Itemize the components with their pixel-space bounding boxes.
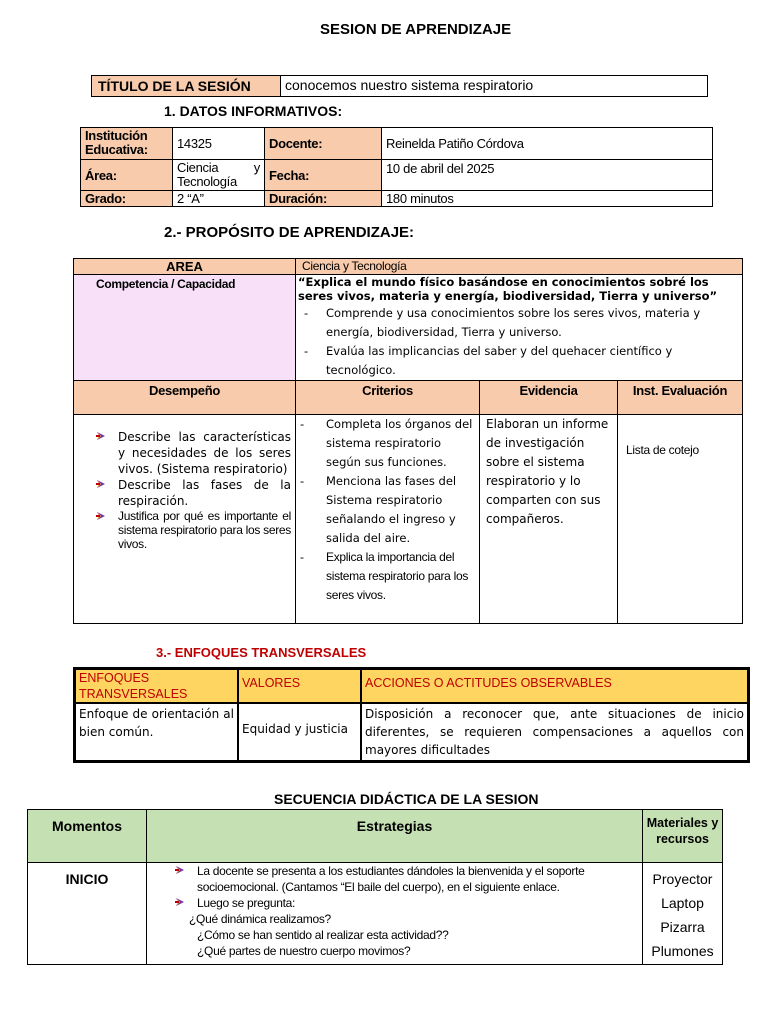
criterio-item: - Completa los órganos del sistema respiratorio según sus funciones.	[300, 417, 473, 469]
col-criterios: Criterios	[296, 381, 480, 415]
enfoques-col1: ENFOQUES TRANSVERSALES	[75, 669, 239, 704]
docente-label: Docente:	[265, 128, 382, 160]
grado-label: Grado:	[81, 191, 173, 207]
material-item: Laptop	[661, 895, 704, 911]
fecha-value: 10 de abril del 2025	[382, 160, 713, 191]
enfoques-heading: 3.- ENFOQUES TRANSVERSALES	[156, 645, 367, 660]
area-value: Ciencia y Tecnología	[173, 160, 265, 191]
criterios-cell	[296, 415, 480, 624]
estrategia-item: Luego se pregunta:	[175, 895, 638, 911]
datos-table	[80, 127, 713, 207]
bullet-arrow-icon	[175, 865, 185, 875]
institucion-label: Institución Educativa:	[81, 128, 173, 160]
material-item: Pizarra	[660, 919, 705, 935]
desempeno-item: Describe las características y necesidades de los seres vivos. (Sistema respiratorio)	[96, 429, 291, 477]
materiales-cell	[643, 863, 723, 965]
evidencia-cell: Elaboran un informe de investigación sobre el sistema respiratorio y lo comparten con sus compañeros.	[480, 415, 618, 624]
capacidad-item: - Comprende y usa conocimientos sobre los seres vivos, materia y energía, biodiversidad, Tierra y universo.	[304, 306, 701, 339]
pregunta-2: ¿Cómo se han sentido al realizar esta actividad??	[197, 928, 449, 942]
competencia-text: “Explica el mundo físico basándose en conocimientos sobré los seres vivos, materia y energía, biodiversidad, Tierra y universo”	[298, 275, 718, 303]
material-item: Plumones	[651, 943, 714, 959]
criterio-item: - Explica la importancia del sistema respiratorio para los seres vivos.	[300, 550, 469, 602]
institucion-value: 14325	[173, 128, 265, 160]
col-materiales: Materiales y recursos	[643, 810, 723, 863]
bullet-arrow-icon	[96, 511, 106, 521]
material-item: Proyector	[652, 871, 713, 887]
desempeno-item: Describe las fases de la respiración.	[96, 477, 291, 509]
fecha-label: Fecha:	[265, 160, 382, 191]
competencia-cell	[296, 275, 743, 381]
instrumento-cell: Lista de cotejo	[618, 415, 743, 624]
valor-value: Equidad y justicia	[238, 703, 361, 762]
desempenos-cell	[74, 415, 296, 624]
page-title: SESION DE APRENDIZAJE	[320, 21, 512, 38]
capacidades-list	[298, 304, 740, 380]
pregunta-3: ¿Qué partes de nuestro cuerpo movimos?	[197, 944, 411, 958]
datos-heading: 1. DATOS INFORMATIVOS:	[164, 103, 343, 119]
desempeno-item: Justifica por qué es importante el sistema respiratorio para los seres vivos.	[96, 509, 291, 551]
col-desempeno: Desempeño	[74, 381, 296, 415]
pregunta-1: ¿Qué dinámica realizamos?	[189, 912, 331, 926]
estrategias-list	[175, 863, 638, 911]
area-label: Área:	[81, 160, 173, 191]
criterios-list	[298, 415, 477, 605]
bullet-arrow-icon	[175, 897, 185, 907]
session-title-table	[91, 75, 708, 97]
col-inst: Inst. Evaluación	[618, 381, 743, 415]
duracion-value: 180 minutos	[382, 191, 713, 207]
session-title-value: conocemos nuestro sistema respiratorio	[281, 76, 708, 97]
proposito-table	[73, 258, 743, 624]
estrategia-item: La docente se presenta a los estudiantes dándoles la bienvenida y el soporte socioemocional. (Cantamos “El baile del cuerpo), en el siguiente enlace.	[175, 863, 638, 895]
col-estrategias: Estrategias	[147, 810, 643, 863]
area-header-value: Ciencia y Tecnología	[296, 259, 743, 275]
enfoques-col2: VALORES	[238, 669, 361, 704]
accion-value: Disposición a reconocer que, ante situaciones de inicio diferentes, se requieren compensaciones a aquellos con mayores dificultades	[361, 703, 749, 762]
area-header: AREA	[74, 259, 296, 275]
secuencia-heading: SECUENCIA DIDÁCTICA DE LA SESION	[274, 791, 539, 807]
bullet-arrow-icon	[96, 479, 106, 489]
criterio-item: - Menciona las fases del Sistema respiratorio señalando el ingreso y salida del aire.	[300, 474, 457, 545]
docente-value: Reinelda Patiño Córdova	[382, 128, 713, 160]
col-momentos: Momentos	[28, 810, 147, 863]
enfoques-table	[73, 667, 750, 763]
desempenos-list	[96, 429, 291, 551]
capacidad-item: - Evalúa las implicancias del saber y del quehacer científico y tecnológico.	[304, 344, 673, 377]
enfoques-col3: ACCIONES O ACTITUDES OBSERVABLES	[361, 669, 749, 704]
proposito-heading: 2.- PROPÓSITO DE APRENDIZAJE:	[164, 224, 415, 241]
duracion-label: Duración:	[265, 191, 382, 207]
col-evidencia: Evidencia	[480, 381, 618, 415]
session-title-label: TÍTULO DE LA SESIÓN	[92, 76, 281, 97]
inicio-label: INICIO	[28, 863, 147, 965]
secuencia-table	[27, 809, 723, 965]
grado-value: 2 “A”	[173, 191, 265, 207]
bullet-arrow-icon	[96, 431, 106, 441]
estrategias-cell	[147, 863, 643, 965]
enfoque-value: Enfoque de orientación al bien común.	[75, 703, 239, 762]
competencia-label: Competencia / Capacidad	[74, 275, 296, 381]
